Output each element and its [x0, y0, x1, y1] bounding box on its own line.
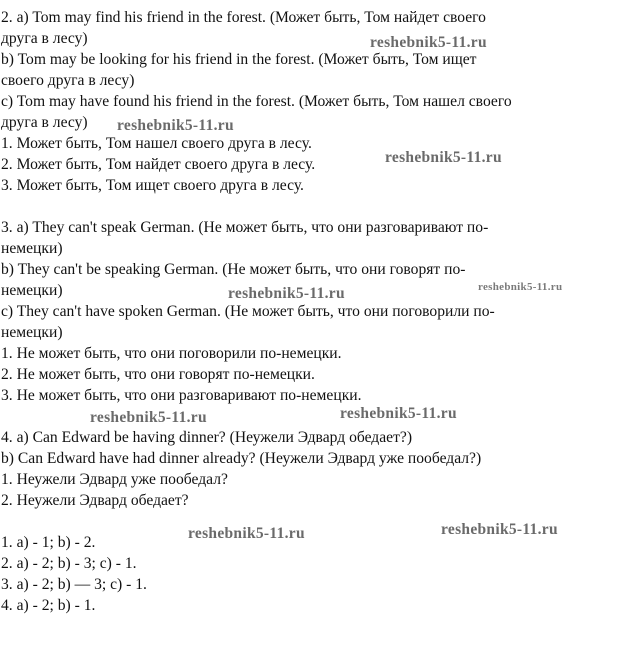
watermark: reshebnik5-11.ru: [340, 405, 457, 422]
text-line: 4. a) Can Edward be having dinner? (Неужели Эдвард обедает?): [1, 429, 413, 446]
text-line: 3. a) - 2; b) — 3; c) - 1.: [1, 576, 147, 593]
text-line: 1. Не может быть, что они поговорили по-немецки.: [1, 345, 342, 362]
text-line: своего друга в лесу): [1, 72, 135, 89]
watermark: reshebnik5-11.ru: [90, 409, 207, 426]
text-line: 1. Неужели Эдвард уже пообедал?: [1, 471, 228, 488]
text-line: немецки): [1, 324, 63, 341]
text-line: 3. Не может быть, что они разговаривают по-немецки.: [1, 387, 362, 404]
text-line: b) Tom may be looking for his friend in the forest. (Может быть, Том ищет: [1, 51, 477, 68]
watermark: reshebnik5-11.ru: [385, 149, 502, 166]
text-line: 4. a) - 2; b) - 1.: [1, 597, 96, 614]
text-line: c) Tom may have found his friend in the forest. (Может быть, Том нашел своего: [1, 93, 512, 110]
text-line: немецки): [1, 240, 63, 257]
text-line: b) They can't be speaking German. (Не может быть, что они говорят по-: [1, 261, 466, 278]
text-line: 1. Может быть, Том нашел своего друга в лесу.: [1, 135, 312, 152]
text-line: 3. Может быть, Том ищет своего друга в лесу.: [1, 177, 304, 194]
text-line: 2. Неужели Эдвард обедает?: [1, 492, 189, 509]
watermark: reshebnik5-11.ru: [478, 281, 563, 293]
text-line: 3. a) They can't speak German. (Не может быть, что они разговаривают по-: [1, 219, 489, 236]
text-line: друга в лесу): [1, 30, 88, 47]
text-line: немецки): [1, 282, 63, 299]
watermark: reshebnik5-11.ru: [117, 117, 234, 134]
text-line: b) Can Edward have had dinner already? (Неужели Эдвард уже пообедал?): [1, 450, 482, 467]
watermark: reshebnik5-11.ru: [188, 525, 305, 542]
text-line: 2. Может быть, Том найдет своего друга в лесу.: [1, 156, 316, 173]
watermark: reshebnik5-11.ru: [370, 34, 487, 51]
text-line: c) They can't have spoken German. (Не может быть, что они поговорили по-: [1, 303, 495, 320]
text-line: друга в лесу): [1, 114, 88, 131]
text-line: 2. Не может быть, что они говорят по-немецки.: [1, 366, 315, 383]
text-line: 1. a) - 1; b) - 2.: [1, 534, 96, 551]
text-line: 2. a) Tom may find his friend in the forest. (Может быть, Том найдет своего: [1, 9, 486, 26]
text-line: 2. a) - 2; b) - 3; c) - 1.: [1, 555, 137, 572]
watermark: reshebnik5-11.ru: [441, 521, 558, 538]
watermark: reshebnik5-11.ru: [228, 285, 345, 302]
